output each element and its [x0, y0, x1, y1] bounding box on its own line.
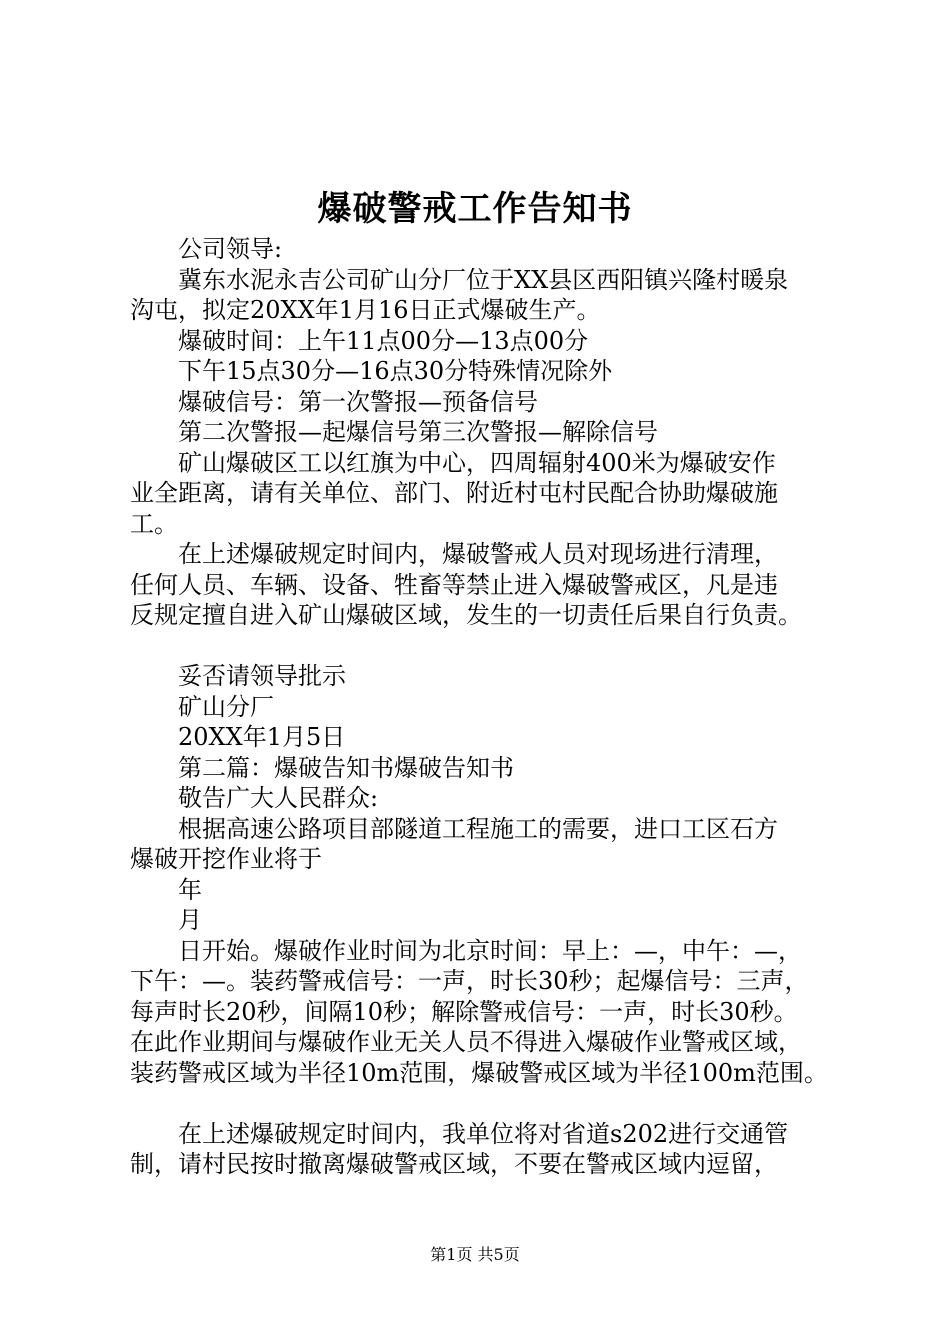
paragraph-line: 在此作业期间与爆破作业无关人员不得进入爆破作业警戒区域， [130, 1028, 802, 1056]
paragraph-line: 下午：—。装药警戒信号：一声，时长30秒；起爆信号：三声， [130, 967, 809, 995]
paragraph-gap [130, 631, 855, 662]
document-body [130, 234, 855, 1180]
paragraph-line: 制，请村民按时撤离爆破警戒区域，不要在警戒区域内逗留， [130, 1150, 778, 1178]
paragraph-line: 冀东水泥永吉公司矿山分厂位于XX县区西阳镇兴隆村暖泉 [178, 265, 789, 294]
signature-org: 矿山分厂 [178, 692, 274, 721]
paragraph-line: 爆破信号：第一次警报—预备信号 [178, 387, 538, 416]
paragraph-gap [130, 1088, 855, 1119]
document-title: 爆破警戒工作告知书 [317, 189, 633, 229]
section-heading: 第二篇：爆破告知书爆破告知书 [178, 753, 514, 782]
paragraph-line: 爆破时间：上午11点00分—13点00分 [178, 326, 589, 355]
paragraph-line: 日开始。爆破作业时间为北京时间：早上：—，中午：—， [178, 936, 802, 965]
paragraph-line: 矿山爆破区工以红旗为中心，四周辐射400米为爆破安作 [178, 448, 776, 477]
paragraph-line: 妥否请领导批示 [178, 662, 346, 690]
paragraph-line: 根据高速公路项目部隧道工程施工的需要，进口工区石方 [178, 814, 778, 843]
paragraph-line: 年 [178, 875, 202, 904]
paragraph-line: 月 [178, 906, 202, 934]
paragraph-line: 下午15点30分—16点30分特殊情况除外 [178, 357, 613, 385]
paragraph-line: 每声时长20秒，间隔10秒；解除警戒信号：一声，时长30秒。 [130, 997, 798, 1026]
paragraph-line: 工。 [130, 509, 178, 538]
salutation: 公司领导: [178, 235, 283, 263]
paragraph-line: 爆破开挖作业将于 [130, 845, 322, 873]
paragraph-line: 第二次警报—起爆信号第三次警报—解除信号 [178, 418, 658, 446]
paragraph-line: 沟屯，拟定20XX年1月16日正式爆破生产。 [130, 296, 601, 324]
signature-date: 20XX年1月5日 [178, 723, 346, 751]
paragraph-line: 装药警戒区域为半径10m范围，爆破警戒区域为半径100m范围。 [130, 1058, 828, 1087]
paragraph-line: 业全距离，请有关单位、部门、附近村屯村民配合协助爆破施 [130, 479, 778, 507]
paragraph-line: 在上述爆破规定时间内，爆破警戒人员对现场进行清理， [178, 540, 778, 568]
salutation: 敬告广大人民群众: [178, 784, 379, 812]
paragraph-line: 反规定擅自进入矿山爆破区域，发生的一切责任后果自行负责。 [130, 601, 802, 629]
page-footer: 第1页 共5页 [430, 1245, 520, 1264]
paragraph-line: 在上述爆破规定时间内，我单位将对省道s202进行交通管 [178, 1119, 789, 1148]
paragraph-line: 任何人员、车辆、设备、牲畜等禁止进入爆破警戒区，凡是违 [130, 570, 778, 599]
